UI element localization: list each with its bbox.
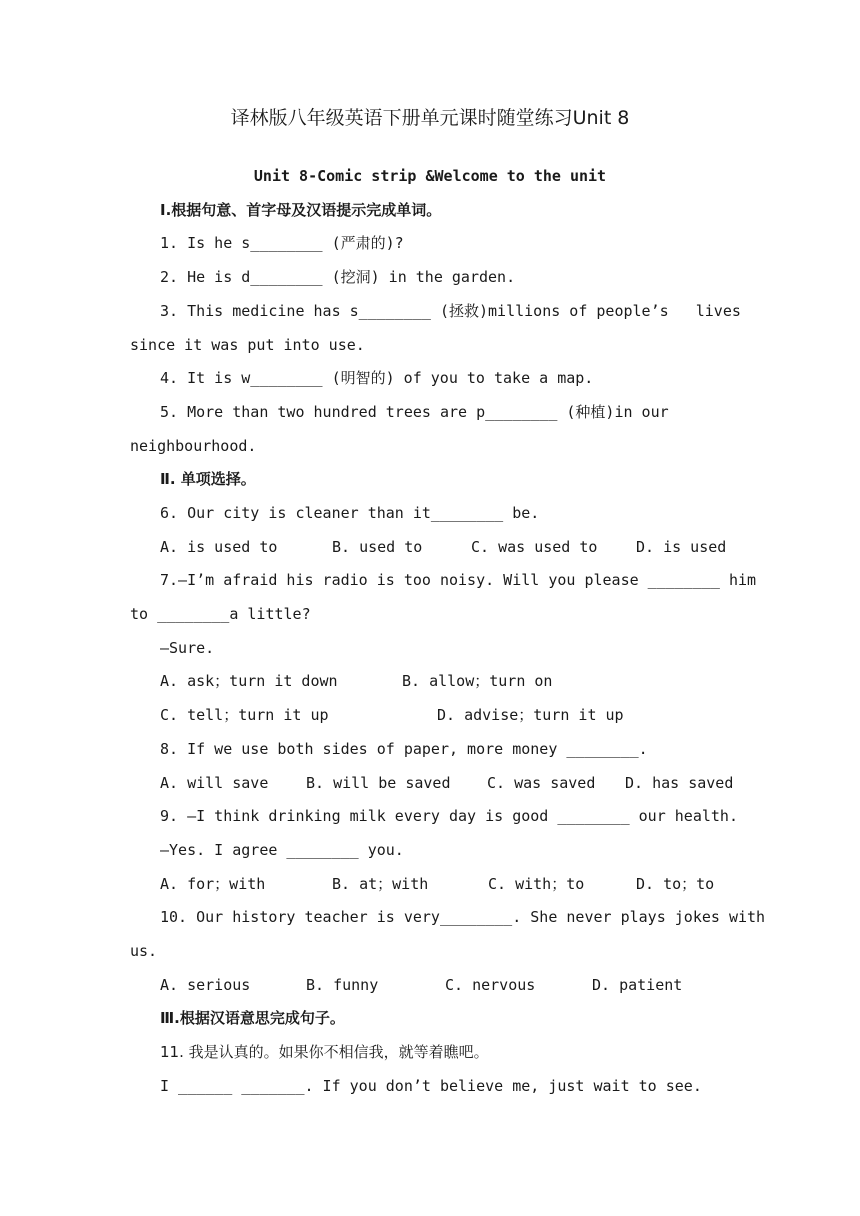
question-9-option-d: D. to；to: [636, 875, 715, 893]
question-3-line-2: since it was put into use.: [130, 336, 365, 354]
section-1-heading: Ⅰ.根据句意、首字母及汉语提示完成单词。: [160, 201, 442, 219]
question-7-option-a: A. ask；turn it down: [160, 672, 338, 690]
question-8-option-a: A. will save: [160, 774, 269, 792]
question-6-option-a: A. is used to: [160, 538, 278, 556]
question-9-option-c: C. with；to: [488, 875, 585, 893]
question-2: 2. He is d________ (挖洞) in the garden.: [160, 268, 516, 286]
question-8-option-c: C. was saved: [487, 774, 596, 792]
question-10-option-b: B. funny: [306, 976, 379, 994]
question-3-line-1: 3. This medicine has s________ (拯救)millions of people’s lives: [160, 302, 741, 320]
question-6: 6. Our city is cleaner than it________ be.: [160, 504, 540, 522]
question-7-option-c: C. tell；turn it up: [160, 706, 329, 724]
question-4: 4. It is w________ (明智的) of you to take a map.: [160, 369, 594, 387]
question-7-line-2: to ________a little?: [130, 605, 311, 623]
question-10-line-2: us.: [130, 942, 158, 960]
question-5-line-2: neighbourhood.: [130, 437, 257, 455]
question-10-line-1: 10. Our history teacher is very________. She never plays jokes with: [160, 908, 766, 926]
question-11-chinese: 11. 我是认真的。如果你不相信我，就等着瞧吧。: [160, 1043, 489, 1061]
question-6-option-d: D. is used: [636, 538, 727, 556]
question-7-line-1: 7.—I’m afraid his radio is too noisy. Will you please ________ him: [160, 571, 757, 589]
question-7-option-d: D. advise；turn it up: [437, 706, 624, 724]
question-5-line-1: 5. More than two hundred trees are p________ (种植)in our: [160, 403, 669, 421]
question-9-line-2: —Yes. I agree ________ you.: [160, 841, 404, 859]
question-7-option-b: B. allow；turn on: [402, 672, 553, 690]
question-6-option-c: C. was used to: [471, 538, 598, 556]
question-1: 1. Is he s________ (严肃的)?: [160, 234, 404, 252]
document-title: 译林版八年级英语下册单元课时随堂练习Unit 8: [230, 107, 630, 129]
question-10-option-d: D. patient: [592, 976, 683, 994]
question-9-option-b: B. at；with: [332, 875, 429, 893]
section-3-heading: Ⅲ.根据汉语意思完成句子。: [160, 1009, 345, 1027]
question-10-option-c: C. nervous: [445, 976, 536, 994]
question-9-line-1: 9. —I think drinking milk every day is good ________ our health.: [160, 807, 738, 825]
section-2-heading: Ⅱ. 单项选择。: [160, 470, 256, 488]
question-11-english: I ______ _______. If you don’t believe me, just wait to see.: [160, 1077, 702, 1095]
question-7-line-3: —Sure.: [160, 639, 215, 657]
question-9-option-a: A. for；with: [160, 875, 266, 893]
question-10-option-a: A. serious: [160, 976, 251, 994]
question-8: 8. If we use both sides of paper, more money ________.: [160, 740, 648, 758]
question-6-option-b: B. used to: [332, 538, 423, 556]
unit-heading: Unit 8-Comic strip &Welcome to the unit: [253, 167, 607, 185]
question-8-option-d: D. has saved: [625, 774, 734, 792]
question-8-option-b: B. will be saved: [306, 774, 451, 792]
